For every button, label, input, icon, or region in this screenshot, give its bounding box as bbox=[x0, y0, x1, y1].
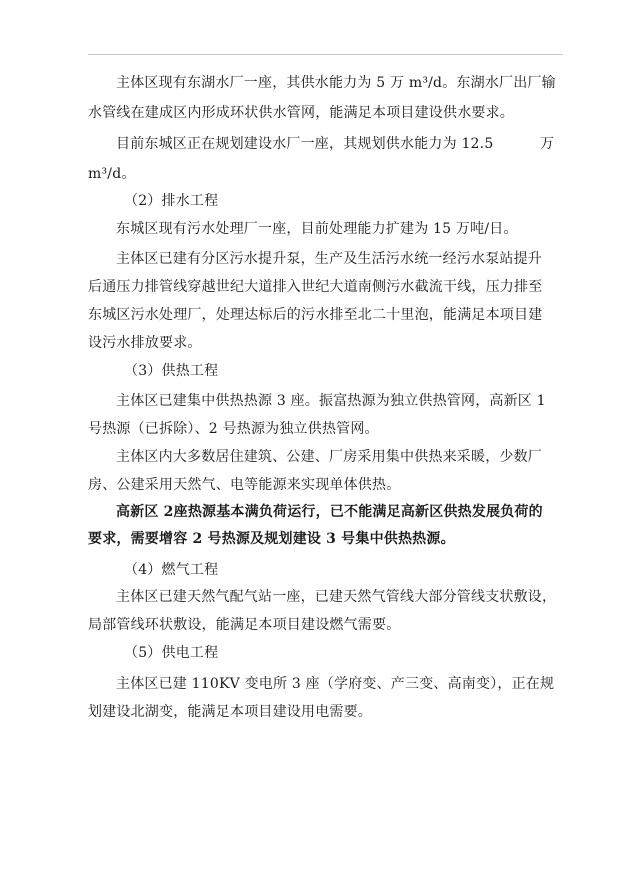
text-line: 主体区内大多数居住建筑、公建、厂房采用集中供热来采暖，少数厂 bbox=[116, 449, 542, 465]
text-line: 目前东城区正在规划建设水厂一座，其规划供水能力为 12.5 bbox=[116, 136, 494, 152]
text-line: 后通压力排管线穿越世纪大道排入世纪大道南侧污水截流干线，压力排至 bbox=[88, 279, 543, 295]
text-line: 万 bbox=[540, 136, 555, 152]
text-line: 房、公建采用天然气、电等能源来实现单体供热。 bbox=[88, 477, 401, 493]
text-line: m³/d。 bbox=[88, 166, 136, 182]
header-rule bbox=[88, 54, 563, 55]
text-line: 东城区污水处理厂，处理达标后的污水排至北二十里泡，能满足本项目建 bbox=[88, 307, 543, 323]
bold-text-line: 高新区 2座热源基本满负荷运行，已不能满足高新区供热发展负荷的 bbox=[116, 504, 543, 520]
section-heading-gas: （4）燃气工程 bbox=[124, 562, 219, 578]
text-line: 主体区已建天然气配气站一座，已建天然气管线大部分管线支状敷设， bbox=[116, 589, 557, 605]
text-line: 水管线在建成区内形成环状供水管网，能满足本项目建设供水要求。 bbox=[88, 105, 514, 121]
text-line: 设污水排放要求。 bbox=[88, 335, 202, 351]
text-line: 划建设北湖变，能满足本项目建设用电需要。 bbox=[88, 704, 372, 720]
section-heading-heating: （3）供热工程 bbox=[124, 363, 219, 379]
text-line: 号热源（已拆除）、2 号热源为独立供热管网。 bbox=[88, 421, 379, 437]
section-heading-power: （5）供电工程 bbox=[124, 645, 219, 661]
text-line: 主体区已建 110KV 变电所 3 座（学府变、产三变、高南变），正在规 bbox=[116, 676, 555, 692]
bold-text-line: 要求，需要增容 2 号热源及规划建设 3 号集中供热热源。 bbox=[88, 531, 455, 547]
text-line: 东城区现有污水处理厂一座，目前处理能力扩建为 15 万吨/日。 bbox=[116, 221, 518, 237]
text-line: 主体区已建有分区污水提升泵，生产及生活污水统一经污水泵站提升 bbox=[116, 251, 542, 267]
section-heading-drainage: （2）排水工程 bbox=[124, 193, 219, 209]
text-line: 主体区已建集中供热热源 3 座。振富热源为独立供热管网，高新区 1 bbox=[116, 393, 546, 409]
text-line: 主体区现有东湖水厂一座，其供水能力为 5 万 m³/d。东湖水厂出厂输 bbox=[116, 75, 556, 91]
text-line: 局部管线环状敷设，能满足本项目建设燃气需要。 bbox=[88, 617, 401, 633]
